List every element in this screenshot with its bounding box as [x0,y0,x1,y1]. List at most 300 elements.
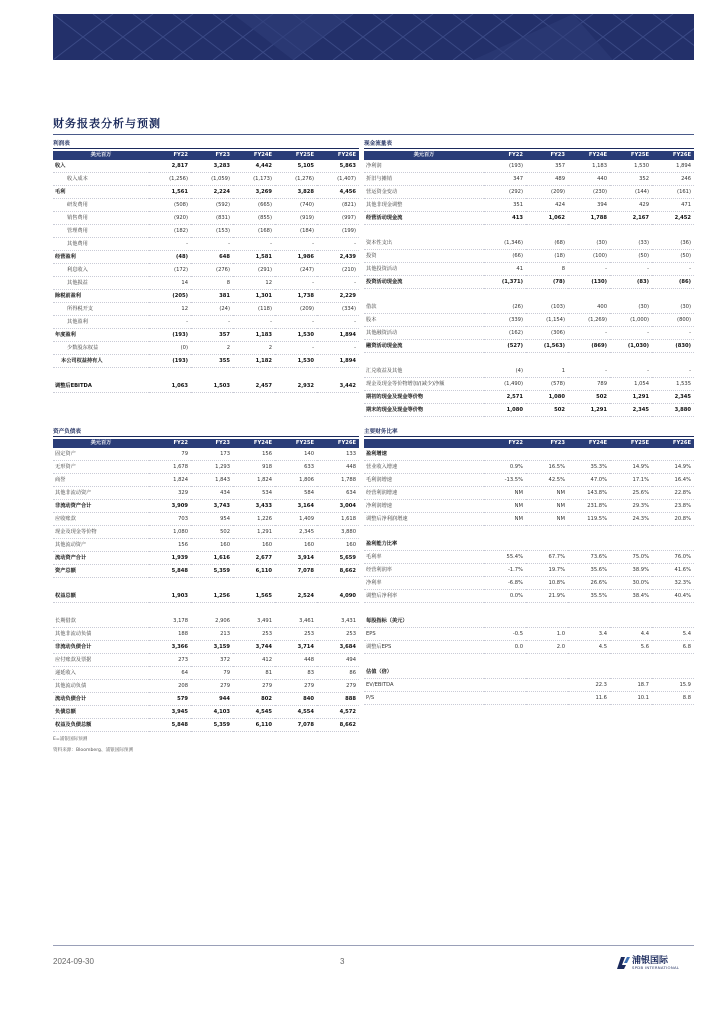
cell-value [610,289,652,302]
cell-value: 279 [317,680,359,693]
cell-value: 1,063 [149,380,191,393]
cell-value: (855) [233,212,275,225]
cell-value: 1,530 [610,160,652,173]
cell-value: 3,004 [317,500,359,513]
cell-value [484,654,526,667]
cell-value: (592) [191,199,233,212]
cell-value [526,538,568,551]
row-label [53,578,149,591]
cell-value [191,368,233,381]
row-label: 收入成本 [53,173,149,186]
row-label: 毛利率 [364,551,484,564]
cell-value: 2,571 [484,391,526,404]
cell-value: (1,154) [526,314,568,327]
cell-value: 14.9% [610,461,652,474]
row-label: 其他流动资产 [53,539,149,552]
cell-value: (30) [610,301,652,314]
table-row [364,391,694,404]
table-row [364,590,694,603]
cell-value: (210) [317,264,359,277]
cell-value: (130) [568,276,610,289]
table-row [364,564,694,577]
cell-value: (291) [233,264,275,277]
table-row [364,212,694,225]
row-label: 汇兑收益及其他 [364,365,484,378]
cell-value: 1,291 [610,391,652,404]
table-row [364,186,694,199]
row-label: 盈利能力比率 [364,538,484,551]
cell-value: 24.3% [610,513,652,526]
row-label: 每股指标（美元） [364,615,484,628]
cell-value [484,289,526,302]
row-label: 收入 [53,160,149,173]
cell-value: (144) [610,186,652,199]
cell-value: 253 [275,628,317,641]
ratios-table [364,439,694,705]
cell-value: 15.9 [652,679,694,692]
header-unit: 美元百万 [53,151,149,160]
row-label: 其他损益 [53,277,149,290]
cell-value: 30.0% [610,577,652,590]
cell-value: (1,059) [191,173,233,186]
cell-value: 357 [526,160,568,173]
cell-value: 67.7% [526,551,568,564]
cell-value: 160 [233,539,275,552]
row-label: 毛利 [53,186,149,199]
cell-value: 29.3% [610,500,652,513]
table-row [364,487,694,500]
cell-value: 42.5% [526,474,568,487]
cell-value: 160 [317,539,359,552]
cell-value: (869) [568,340,610,353]
header-year: FY23 [191,151,233,160]
cell-value: (920) [149,212,191,225]
row-label: 经营盈利 [53,251,149,264]
cell-value: 3,828 [275,186,317,199]
cell-value: 400 [568,301,610,314]
cell-value: 1,080 [149,526,191,539]
table-header-row [53,439,359,448]
cell-value: (1,407) [317,173,359,186]
cell-value: 10.8% [526,577,568,590]
cell-value [568,289,610,302]
cell-value: (48) [149,251,191,264]
cell-value: 3,433 [233,500,275,513]
cell-value [484,225,526,238]
cell-value: 489 [526,173,568,186]
cell-value: 918 [233,461,275,474]
cell-value: NM [484,487,526,500]
cell-value [526,225,568,238]
cell-value: (66) [484,250,526,263]
row-label: 流动资产合计 [53,552,149,565]
cell-value [652,353,694,366]
cell-value: 2,452 [652,212,694,225]
table-row [53,603,359,616]
table-row [53,706,359,719]
table-row [53,680,359,693]
cell-value: 4,545 [233,706,275,719]
cell-value: 2.0 [526,641,568,654]
cell-value: 86 [317,667,359,680]
table-row [53,212,359,225]
cell-value [526,289,568,302]
table-row [53,199,359,212]
cell-value [526,448,568,461]
cell-value: (100) [568,250,610,263]
cell-value [526,526,568,539]
cell-value: - [652,327,694,340]
cell-value: 160 [191,539,233,552]
row-label [364,225,484,238]
cell-value: - [149,316,191,329]
cell-value: 4.5 [568,641,610,654]
cell-value: 156 [233,448,275,461]
cell-value: (182) [149,225,191,238]
cell-value: - [275,238,317,251]
cell-value: (193) [484,160,526,173]
row-label: 调整后EBITDA [53,380,149,393]
table-row [53,654,359,667]
cell-value: 3,164 [275,500,317,513]
cell-value: 381 [191,290,233,303]
row-label: 毛利润增速 [364,474,484,487]
cell-value: -1.7% [484,564,526,577]
cell-value: NM [484,500,526,513]
cell-value: (831) [191,212,233,225]
table-row [53,173,359,186]
cell-value [568,603,610,616]
footer-date: 2024-09-30 [53,957,94,966]
cell-value: 8,662 [317,565,359,578]
cell-value: 4,103 [191,706,233,719]
cell-value: 12 [233,277,275,290]
cell-value: 35.5% [568,590,610,603]
cell-value: 3,945 [149,706,191,719]
table-row [364,641,694,654]
cell-value [652,289,694,302]
header-unit: 美元百万 [53,439,149,448]
cashflow-title: 现金流量表 [364,141,392,147]
cell-value [610,666,652,679]
cell-value: 1,226 [233,513,275,526]
cell-value: (30) [652,301,694,314]
table-row [364,276,694,289]
header-year: FY26E [652,151,694,160]
cell-value: (230) [568,186,610,199]
row-label: 经营利润率 [364,564,484,577]
row-label: 经营活动现金流 [364,212,484,225]
row-label: 权益及负债总额 [53,719,149,732]
cell-value [652,526,694,539]
section-divider [53,148,359,149]
cell-value: 2,457 [233,380,275,393]
cell-value: 133 [317,448,359,461]
cell-value: 5,105 [275,160,317,173]
cell-value: (4) [484,365,526,378]
row-label: 其他流动负债 [53,680,149,693]
table-row [364,666,694,679]
cell-value: (740) [275,199,317,212]
table-row [364,628,694,641]
row-label: 本公司权益持有人 [53,355,149,368]
cell-value: 1,062 [526,212,568,225]
cell-value: 3.4 [568,628,610,641]
cell-value: 703 [149,513,191,526]
cell-value: 3,880 [652,404,694,417]
cell-value: - [317,342,359,355]
row-label: 长期借款 [53,615,149,628]
cell-value: 3,743 [191,500,233,513]
cell-value: 8.8 [652,692,694,705]
cell-value: 1,678 [149,461,191,474]
row-label: 资本性支出 [364,237,484,250]
cell-value: 3,744 [233,641,275,654]
row-label: 净利率 [364,577,484,590]
cell-value: (68) [526,237,568,250]
cell-value: - [275,342,317,355]
table-row [364,378,694,391]
cell-value: (1,173) [233,173,275,186]
cell-value: 3,909 [149,500,191,513]
cell-value: 440 [568,173,610,186]
row-label: 其他费用 [53,238,149,251]
cell-value [149,578,191,591]
cell-value: 1,581 [233,251,275,264]
cell-value [149,603,191,616]
table-row [53,487,359,500]
cell-value: 3,178 [149,615,191,628]
cell-value: 4,572 [317,706,359,719]
cell-value: 18.7 [610,679,652,692]
cell-value: -0.5 [484,628,526,641]
cell-value: (209) [275,303,317,316]
table-row [364,461,694,474]
cell-value: 1,054 [610,378,652,391]
balance-sheet-table [53,439,359,732]
cell-value: NM [526,513,568,526]
cell-value: 1,788 [568,212,610,225]
cell-value: 1,561 [149,186,191,199]
cell-value [526,603,568,616]
cell-value [275,368,317,381]
cell-value: 1,409 [275,513,317,526]
table-row [53,461,359,474]
header-year: FY25E [610,439,652,448]
cell-value: 17.1% [610,474,652,487]
cell-value [652,666,694,679]
cell-value: 2,167 [610,212,652,225]
row-label: 净利润增速 [364,500,484,513]
cell-value: 23.8% [652,500,694,513]
source-note: 资料来源：Bloomberg、浦银国际预测 [53,748,134,753]
cell-value: 1,618 [317,513,359,526]
header-year: FY24E [568,439,610,448]
table-row [53,667,359,680]
cell-value: (1,256) [149,173,191,186]
cell-value: - [191,316,233,329]
header-banner [53,14,694,60]
table-row [53,552,359,565]
cell-value: 840 [275,693,317,706]
table-row [364,474,694,487]
notes [53,734,133,756]
cell-value: 352 [610,173,652,186]
cell-value [484,526,526,539]
cell-value: 79 [149,448,191,461]
ratios-section [364,428,694,705]
cell-value: (247) [275,264,317,277]
cell-value [652,615,694,628]
cell-value: 0.0 [484,641,526,654]
table-header-row [364,151,694,160]
cell-value [275,603,317,616]
cell-value [610,538,652,551]
cell-value: 5.6 [610,641,652,654]
row-label: 期末的现金及现金等价物 [364,404,484,417]
cell-value [568,654,610,667]
cell-value: 1,894 [317,355,359,368]
cell-value: (1,276) [275,173,317,186]
cell-value: 2,524 [275,590,317,603]
cell-value: 156 [149,539,191,552]
cell-value: - [568,263,610,276]
table-row [53,513,359,526]
cell-value: 448 [317,461,359,474]
row-label: 其他非现金调整 [364,199,484,212]
row-label: 现金及现金等价物增加/(减少)净额 [364,378,484,391]
cell-value: 0.0% [484,590,526,603]
cell-value: (1,563) [526,340,568,353]
row-label: 利息收入 [53,264,149,277]
row-label: 负债总额 [53,706,149,719]
row-label: 借款 [364,301,484,314]
cell-value: 1,824 [149,474,191,487]
table-row [364,551,694,564]
table-header-row [364,439,694,448]
table-row [364,448,694,461]
cell-value: 412 [233,654,275,667]
table-row [364,577,694,590]
table-row [53,329,359,342]
cell-value: 5,359 [191,565,233,578]
cell-value: (172) [149,264,191,277]
cell-value: - [610,263,652,276]
cell-value: 648 [191,251,233,264]
logo-subtext: SPDB INTERNATIONAL [632,965,680,970]
table-row [53,578,359,591]
cell-value: 8 [526,263,568,276]
cell-value: 1,903 [149,590,191,603]
table-row [364,538,694,551]
table-row [364,500,694,513]
cell-value [484,448,526,461]
cell-value: (665) [233,199,275,212]
cell-value: (162) [484,327,526,340]
row-label [364,289,484,302]
table-row [364,353,694,366]
row-label: 除税前盈利 [53,290,149,303]
table-row [364,692,694,705]
cell-value: (578) [526,378,568,391]
cell-value: 1,843 [191,474,233,487]
cell-value: 20.8% [652,513,694,526]
cell-value: 14 [149,277,191,290]
cell-value: (508) [149,199,191,212]
cell-value: 140 [275,448,317,461]
cell-value: 1,565 [233,590,275,603]
table-row [53,342,359,355]
cell-value: 1,291 [233,526,275,539]
header-year: FY24E [568,151,610,160]
cell-value: 429 [610,199,652,212]
cell-value: 3,159 [191,641,233,654]
cell-value: 35.3% [568,461,610,474]
row-label: 所得税开支 [53,303,149,316]
cell-value [610,225,652,238]
cell-value: (997) [317,212,359,225]
cell-value: 1,894 [317,329,359,342]
header-year: FY24E [233,439,275,448]
table-row [53,264,359,277]
table-row [364,225,694,238]
row-label: 现金及现金等价物 [53,526,149,539]
row-label: 递延收入 [53,667,149,680]
table-row [364,237,694,250]
cell-value: 1,894 [652,160,694,173]
cell-value: 2,677 [233,552,275,565]
row-label: 调整后EPS [364,641,484,654]
row-label: 调整后净利率 [364,590,484,603]
cell-value: 64 [149,667,191,680]
cell-value: 633 [275,461,317,474]
cell-value: 2,345 [610,404,652,417]
cell-value: 160 [275,539,317,552]
table-row [364,250,694,263]
row-label: 营运资金变动 [364,186,484,199]
header-year: FY23 [191,439,233,448]
row-label: 经营利润增速 [364,487,484,500]
row-label: 盈利增速 [364,448,484,461]
cell-value: 4.4 [610,628,652,641]
cell-value: 347 [484,173,526,186]
cell-value [568,448,610,461]
table-row [364,615,694,628]
cell-value [568,225,610,238]
row-label: 期初的现金及现金等价物 [364,391,484,404]
row-label: 估值（倍） [364,666,484,679]
cell-value: 2,345 [652,391,694,404]
cell-value: 2,932 [275,380,317,393]
page-number: 3 [340,957,345,966]
cell-value: 394 [568,199,610,212]
table-row [53,355,359,368]
cell-value: 173 [191,448,233,461]
cell-value: 41 [484,263,526,276]
cell-value: 1,530 [275,329,317,342]
cell-value [610,603,652,616]
cell-value: 1,939 [149,552,191,565]
row-label: 非流动负债合计 [53,641,149,654]
cell-value: 16.5% [526,461,568,474]
cell-value [526,692,568,705]
table-row [364,314,694,327]
cell-value: 14.9% [652,461,694,474]
row-label: 投资活动现金流 [364,276,484,289]
cell-value: 1,293 [191,461,233,474]
cell-value: 12 [149,303,191,316]
cell-value: 413 [484,212,526,225]
